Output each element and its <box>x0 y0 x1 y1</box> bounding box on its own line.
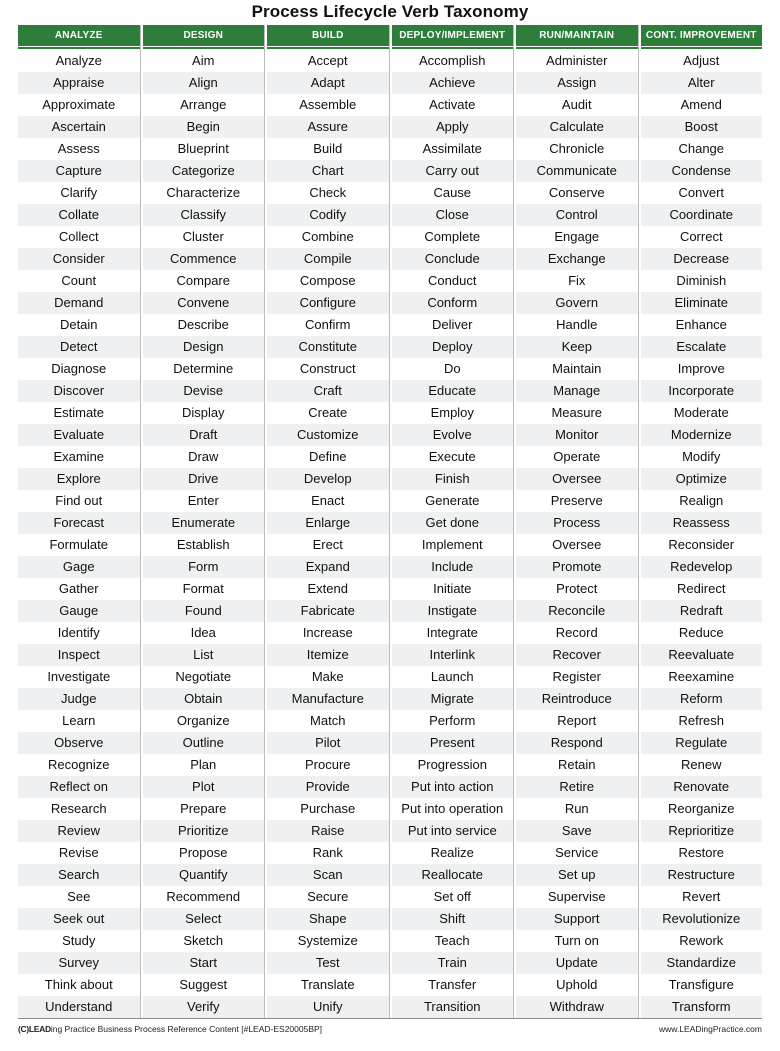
verb-cell: Procure <box>267 754 389 776</box>
verb-cell: Drive <box>143 468 265 490</box>
verb-cell: Assign <box>516 72 638 94</box>
verb-cell: Draft <box>143 424 265 446</box>
verb-cell: Apply <box>392 116 514 138</box>
column-header: BUILD <box>267 25 389 46</box>
verb-cell: Conserve <box>516 182 638 204</box>
verb-cell: Update <box>516 952 638 974</box>
verb-cell: Provide <box>267 776 389 798</box>
header-underline <box>641 47 763 49</box>
verb-cell: Regulate <box>641 732 763 754</box>
verb-cell: Put into service <box>392 820 514 842</box>
column-analyze <box>18 25 141 1018</box>
verb-cell: Identify <box>18 622 140 644</box>
verb-cell: Align <box>143 72 265 94</box>
verb-cell: Estimate <box>18 402 140 424</box>
verb-cell: Transfigure <box>641 974 763 996</box>
verb-cell: Negotiate <box>143 666 265 688</box>
verb-cell: Appraise <box>18 72 140 94</box>
verb-cell: Accomplish <box>392 50 514 72</box>
verb-list <box>18 50 140 1018</box>
verb-cell: Reevaluate <box>641 644 763 666</box>
verb-cell: Measure <box>516 402 638 424</box>
verb-cell: Capture <box>18 160 140 182</box>
verb-cell: Seek out <box>18 908 140 930</box>
verb-cell: Execute <box>392 446 514 468</box>
verb-cell: Preserve <box>516 490 638 512</box>
verb-cell: Change <box>641 138 763 160</box>
verb-cell: Set off <box>392 886 514 908</box>
verb-cell: Translate <box>267 974 389 996</box>
verb-cell: Generate <box>392 490 514 512</box>
verb-cell: Clarify <box>18 182 140 204</box>
verb-cell: Chronicle <box>516 138 638 160</box>
verb-cell: Organize <box>143 710 265 732</box>
verb-cell: Rank <box>267 842 389 864</box>
verb-cell: Collate <box>18 204 140 226</box>
verb-cell: Observe <box>18 732 140 754</box>
verb-cell: Obtain <box>143 688 265 710</box>
verb-cell: Close <box>392 204 514 226</box>
verb-cell: Realize <box>392 842 514 864</box>
verb-cell: Decrease <box>641 248 763 270</box>
verb-cell: Finish <box>392 468 514 490</box>
verb-cell: Learn <box>18 710 140 732</box>
verb-cell: Study <box>18 930 140 952</box>
verb-cell: Moderate <box>641 402 763 424</box>
verb-cell: Instigate <box>392 600 514 622</box>
verb-cell: Refresh <box>641 710 763 732</box>
verb-cell: Retire <box>516 776 638 798</box>
verb-cell: Reduce <box>641 622 763 644</box>
footer-reference-text: ing Practice Business Process Reference Content [#LEAD-ES20005BP] <box>50 1024 323 1034</box>
verb-cell: Amend <box>641 94 763 116</box>
verb-cell: Carry out <box>392 160 514 182</box>
verb-cell: Sketch <box>143 930 265 952</box>
verb-cell: Convert <box>641 182 763 204</box>
verb-cell: Get done <box>392 512 514 534</box>
leading-practice-logo: (C)LEAD <box>18 1024 51 1034</box>
verb-cell: Confirm <box>267 314 389 336</box>
verb-cell: Determine <box>143 358 265 380</box>
verb-cell: Gage <box>18 556 140 578</box>
verb-cell: Deliver <box>392 314 514 336</box>
verb-cell: Restore <box>641 842 763 864</box>
verb-cell: Accept <box>267 50 389 72</box>
header-underline <box>392 47 514 49</box>
verb-cell: Transform <box>641 996 763 1018</box>
verb-cell: Renew <box>641 754 763 776</box>
verb-cell: Initiate <box>392 578 514 600</box>
verb-cell: Recover <box>516 644 638 666</box>
verb-cell: Fabricate <box>267 600 389 622</box>
verb-cell: Categorize <box>143 160 265 182</box>
verb-cell: Assure <box>267 116 389 138</box>
verb-cell: Reorganize <box>641 798 763 820</box>
verb-cell: Search <box>18 864 140 886</box>
verb-cell: Scan <box>267 864 389 886</box>
verb-cell: Oversee <box>516 534 638 556</box>
verb-cell: Present <box>392 732 514 754</box>
verb-cell: Blueprint <box>143 138 265 160</box>
verb-cell: Commence <box>143 248 265 270</box>
verb-cell: Shift <box>392 908 514 930</box>
verb-cell: Respond <box>516 732 638 754</box>
verb-cell: Idea <box>143 622 265 644</box>
verb-cell: Operate <box>516 446 638 468</box>
verb-cell: Compose <box>267 270 389 292</box>
verb-cell: Examine <box>18 446 140 468</box>
verb-cell: Characterize <box>143 182 265 204</box>
verb-cell: Run <box>516 798 638 820</box>
verb-cell: Gauge <box>18 600 140 622</box>
verb-cell: Devise <box>143 380 265 402</box>
verb-cell: Prioritize <box>143 820 265 842</box>
verb-cell: Plan <box>143 754 265 776</box>
verb-cell: Record <box>516 622 638 644</box>
verb-cell: Fix <box>516 270 638 292</box>
verb-cell: Increase <box>267 622 389 644</box>
verb-cell: Exchange <box>516 248 638 270</box>
verb-cell: Unify <box>267 996 389 1018</box>
verb-cell: Ascertain <box>18 116 140 138</box>
verb-cell: Start <box>143 952 265 974</box>
verb-cell: Reallocate <box>392 864 514 886</box>
verb-cell: Renovate <box>641 776 763 798</box>
verb-cell: Collect <box>18 226 140 248</box>
verb-cell: Quantify <box>143 864 265 886</box>
column-header: DESIGN <box>143 25 265 46</box>
verb-cell: Support <box>516 908 638 930</box>
verb-cell: Condense <box>641 160 763 182</box>
verb-cell: Set up <box>516 864 638 886</box>
verb-cell: Calculate <box>516 116 638 138</box>
verb-cell: Supervise <box>516 886 638 908</box>
verb-cell: Revise <box>18 842 140 864</box>
verb-cell: Reassess <box>641 512 763 534</box>
verb-cell: Define <box>267 446 389 468</box>
column-header: DEPLOY/IMPLEMENT <box>392 25 514 46</box>
footer-website: www.LEADingPractice.com <box>659 1024 762 1034</box>
verb-cell: Establish <box>143 534 265 556</box>
verb-cell: Assess <box>18 138 140 160</box>
verb-cell: Enhance <box>641 314 763 336</box>
verb-cell: Modernize <box>641 424 763 446</box>
verb-cell: Craft <box>267 380 389 402</box>
verb-cell: Revolutionize <box>641 908 763 930</box>
verb-cell: Protect <box>516 578 638 600</box>
verb-cell: Handle <box>516 314 638 336</box>
verb-cell: Expand <box>267 556 389 578</box>
verb-cell: Process <box>516 512 638 534</box>
verb-cell: Explore <box>18 468 140 490</box>
verb-cell: Erect <box>267 534 389 556</box>
verb-list <box>392 50 514 1018</box>
verb-cell: Configure <box>267 292 389 314</box>
verb-cell: Consider <box>18 248 140 270</box>
verb-cell: Check <box>267 182 389 204</box>
verb-cell: Conduct <box>392 270 514 292</box>
verb-cell: Turn on <box>516 930 638 952</box>
verb-cell: Redraft <box>641 600 763 622</box>
verb-cell: List <box>143 644 265 666</box>
verb-cell: Revert <box>641 886 763 908</box>
verb-cell: Register <box>516 666 638 688</box>
verb-cell: Redevelop <box>641 556 763 578</box>
verb-cell: Interlink <box>392 644 514 666</box>
verb-cell: Develop <box>267 468 389 490</box>
verb-cell: Cause <box>392 182 514 204</box>
verb-cell: Complete <box>392 226 514 248</box>
verb-cell: Keep <box>516 336 638 358</box>
verb-cell: Perform <box>392 710 514 732</box>
verb-cell: Test <box>267 952 389 974</box>
verb-cell: Think about <box>18 974 140 996</box>
verb-cell: Gather <box>18 578 140 600</box>
verb-cell: Classify <box>143 204 265 226</box>
verb-cell: Engage <box>516 226 638 248</box>
header-underline <box>267 47 389 49</box>
verb-cell: Migrate <box>392 688 514 710</box>
verb-cell: Describe <box>143 314 265 336</box>
verb-cell: Optimize <box>641 468 763 490</box>
verb-cell: Improve <box>641 358 763 380</box>
footer-reference <box>18 1024 322 1034</box>
verb-cell: Discover <box>18 380 140 402</box>
verb-cell: Reconsider <box>641 534 763 556</box>
verb-cell: Customize <box>267 424 389 446</box>
verb-cell: Reprioritize <box>641 820 763 842</box>
verb-cell: Report <box>516 710 638 732</box>
verb-cell: Save <box>516 820 638 842</box>
verb-list <box>143 50 265 1018</box>
verb-cell: Uphold <box>516 974 638 996</box>
verb-cell: Conform <box>392 292 514 314</box>
verb-cell: Govern <box>516 292 638 314</box>
verb-cell: Boost <box>641 116 763 138</box>
verb-cell: Detect <box>18 336 140 358</box>
verb-cell: Launch <box>392 666 514 688</box>
verb-cell: Assemble <box>267 94 389 116</box>
verb-cell: Review <box>18 820 140 842</box>
verb-cell: Arrange <box>143 94 265 116</box>
column-design <box>143 25 266 1018</box>
verb-cell: Coordinate <box>641 204 763 226</box>
verb-cell: Suggest <box>143 974 265 996</box>
verb-cell: Conclude <box>392 248 514 270</box>
verb-cell: Make <box>267 666 389 688</box>
verb-cell: Put into action <box>392 776 514 798</box>
verb-list <box>516 50 638 1018</box>
header-underline <box>143 47 265 49</box>
column-header: RUN/MAINTAIN <box>516 25 638 46</box>
verb-cell: Transition <box>392 996 514 1018</box>
verb-cell: Standardize <box>641 952 763 974</box>
verb-cell: Promote <box>516 556 638 578</box>
verb-cell: Create <box>267 402 389 424</box>
verb-cell: Diagnose <box>18 358 140 380</box>
verb-cell: Control <box>516 204 638 226</box>
verb-cell: Service <box>516 842 638 864</box>
verb-cell: Judge <box>18 688 140 710</box>
verb-cell: Formulate <box>18 534 140 556</box>
verb-cell: Found <box>143 600 265 622</box>
verb-cell: Itemize <box>267 644 389 666</box>
verb-cell: Adapt <box>267 72 389 94</box>
verb-cell: Find out <box>18 490 140 512</box>
verb-cell: Audit <box>516 94 638 116</box>
verb-cell: Implement <box>392 534 514 556</box>
verb-cell: Recognize <box>18 754 140 776</box>
verb-cell: Detain <box>18 314 140 336</box>
verb-cell: Construct <box>267 358 389 380</box>
verb-cell: Progression <box>392 754 514 776</box>
verb-cell: Display <box>143 402 265 424</box>
verb-cell: Outline <box>143 732 265 754</box>
verb-cell: Restructure <box>641 864 763 886</box>
verb-cell: Enumerate <box>143 512 265 534</box>
verb-cell: Achieve <box>392 72 514 94</box>
verb-cell: Aim <box>143 50 265 72</box>
verb-cell: Begin <box>143 116 265 138</box>
verb-cell: Adjust <box>641 50 763 72</box>
verb-cell: Administer <box>516 50 638 72</box>
verb-cell: Prepare <box>143 798 265 820</box>
verb-cell: Forecast <box>18 512 140 534</box>
verb-cell: Secure <box>267 886 389 908</box>
verb-cell: Integrate <box>392 622 514 644</box>
verb-cell: Transfer <box>392 974 514 996</box>
verb-cell: Alter <box>641 72 763 94</box>
verb-cell: Combine <box>267 226 389 248</box>
column-deploy-implement <box>392 25 515 1018</box>
column-run-maintain <box>516 25 639 1018</box>
verb-cell: Assimilate <box>392 138 514 160</box>
verb-cell: Monitor <box>516 424 638 446</box>
page-title: Process Lifecycle Verb Taxonomy <box>251 2 529 21</box>
verb-cell: Demand <box>18 292 140 314</box>
verb-cell: Constitute <box>267 336 389 358</box>
verb-cell: Design <box>143 336 265 358</box>
verb-cell: Oversee <box>516 468 638 490</box>
verb-cell: Do <box>392 358 514 380</box>
verb-cell: Evaluate <box>18 424 140 446</box>
verb-cell: Activate <box>392 94 514 116</box>
verb-cell: Cluster <box>143 226 265 248</box>
verb-cell: Employ <box>392 402 514 424</box>
verb-cell: Match <box>267 710 389 732</box>
verb-cell: Evolve <box>392 424 514 446</box>
verb-cell: Enact <box>267 490 389 512</box>
verb-cell: Educate <box>392 380 514 402</box>
verb-cell: Reintroduce <box>516 688 638 710</box>
verb-cell: Manufacture <box>267 688 389 710</box>
verb-cell: Incorporate <box>641 380 763 402</box>
verb-cell: Understand <box>18 996 140 1018</box>
verb-cell: Form <box>143 556 265 578</box>
verb-cell: Compile <box>267 248 389 270</box>
verb-cell: Enter <box>143 490 265 512</box>
verb-cell: Rework <box>641 930 763 952</box>
column-header: ANALYZE <box>18 25 140 46</box>
verb-cell: Correct <box>641 226 763 248</box>
verb-cell: Format <box>143 578 265 600</box>
verb-cell: Systemize <box>267 930 389 952</box>
verb-cell: Draw <box>143 446 265 468</box>
verb-list <box>641 50 763 1018</box>
verb-cell: Recommend <box>143 886 265 908</box>
verb-cell: Enlarge <box>267 512 389 534</box>
verb-cell: Shape <box>267 908 389 930</box>
verb-cell: Purchase <box>267 798 389 820</box>
verb-cell: Deploy <box>392 336 514 358</box>
verb-cell: Survey <box>18 952 140 974</box>
verb-cell: Plot <box>143 776 265 798</box>
verb-cell: Investigate <box>18 666 140 688</box>
verb-cell: Reconcile <box>516 600 638 622</box>
verb-cell: Verify <box>143 996 265 1018</box>
verb-cell: Teach <box>392 930 514 952</box>
verb-cell: Approximate <box>18 94 140 116</box>
column-build <box>267 25 390 1018</box>
column-header: CONT. IMPROVEMENT <box>641 25 763 46</box>
header-underline <box>516 47 638 49</box>
verb-cell: Reexamine <box>641 666 763 688</box>
verb-list <box>267 50 389 1018</box>
verb-cell: Include <box>392 556 514 578</box>
verb-cell: Convene <box>143 292 265 314</box>
verb-cell: Escalate <box>641 336 763 358</box>
verb-cell: Communicate <box>516 160 638 182</box>
verb-cell: Analyze <box>18 50 140 72</box>
verb-cell: Chart <box>267 160 389 182</box>
verb-cell: Realign <box>641 490 763 512</box>
verb-table <box>18 25 762 1018</box>
verb-cell: Select <box>143 908 265 930</box>
footer-divider <box>18 1018 762 1019</box>
column-cont-improvement <box>641 25 763 1018</box>
header-underline <box>18 47 140 49</box>
verb-cell: Build <box>267 138 389 160</box>
verb-cell: See <box>18 886 140 908</box>
verb-cell: Inspect <box>18 644 140 666</box>
verb-cell: Count <box>18 270 140 292</box>
verb-cell: Research <box>18 798 140 820</box>
verb-cell: Reform <box>641 688 763 710</box>
verb-cell: Retain <box>516 754 638 776</box>
verb-cell: Train <box>392 952 514 974</box>
verb-cell: Eliminate <box>641 292 763 314</box>
verb-cell: Raise <box>267 820 389 842</box>
verb-cell: Diminish <box>641 270 763 292</box>
verb-cell: Put into operation <box>392 798 514 820</box>
verb-cell: Maintain <box>516 358 638 380</box>
verb-cell: Withdraw <box>516 996 638 1018</box>
verb-cell: Manage <box>516 380 638 402</box>
verb-cell: Pilot <box>267 732 389 754</box>
verb-cell: Extend <box>267 578 389 600</box>
verb-cell: Propose <box>143 842 265 864</box>
verb-cell: Reflect on <box>18 776 140 798</box>
verb-cell: Codify <box>267 204 389 226</box>
verb-cell: Redirect <box>641 578 763 600</box>
verb-cell: Modify <box>641 446 763 468</box>
verb-cell: Compare <box>143 270 265 292</box>
